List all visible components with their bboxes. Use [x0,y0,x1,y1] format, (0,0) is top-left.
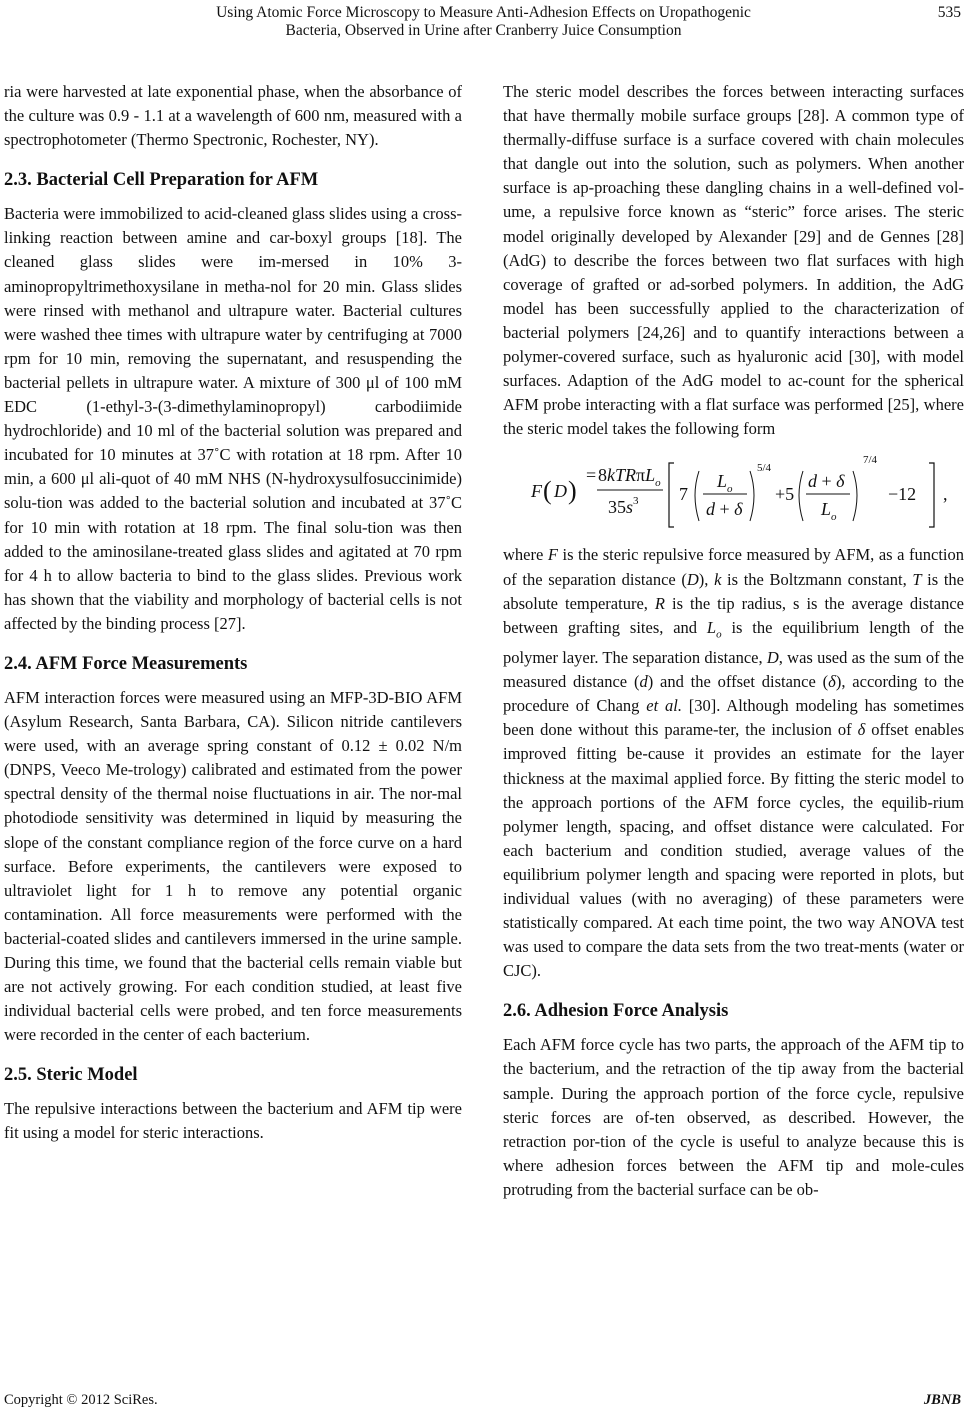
eq-exponent-5-4: 5/4 [757,462,772,475]
eq-lhs-F: F [531,481,542,502]
svg-text:7: 7 [679,484,688,505]
left-column [4,80,462,1146]
svg-text:Lo: $L_o$ [717,471,733,496]
svg-text:): ) [568,476,577,506]
copyright-notice: Copyright © 2012 SciRes. [4,1392,158,1408]
journal-abbreviation: JBNB [923,1392,961,1408]
paragraph: AFM interaction forces were measured using an MFP-3D-BIO AFM (Asylum Research, Santa Barbara, CA). Silicon nitride cantilevers were used, with an average spring constant of 0.12 ± 0.02 N/m (DNPS, Veeco Me-trology) calibrated and estimated from the power spectral density of the thermal noise fluctuations in air. The nor-mal photodiode sensitivity was determined in liquid by measuring the slope of the constant compliance region of the force curve on a hard surface. Before experiments, the cantilevers were exposed to ultraviolet light for 1 h to remove any potential organic contamination. All force measurements were performed with the bacterial-coated slides and cantilevers immersed in the urine sample. During this time, we found that the bacterial cells remain viable but are not actively growing. For each condition studied, at least five individual bacterial cells were probed, and ten force measurements were recorded in the center of each bacterium. [4,687,462,1045]
right-column [503,80,964,1202]
section-heading-2-3: 2.3. Bacterial Cell Preparation for AFM [4,170,319,191]
paragraph: ria were harvested at late exponential phase, when the absorbance of the culture was 0.9 - 1.1 at a wavelength of 600 nm, measured with a spectrophotometer (Thermo Spectronic, Rochester, NY). [4,82,462,150]
svg-text:−12: −12 [888,484,917,505]
running-title-line2: Bacteria, Observed in Urine after Cranberry Juice Consumption [285,22,682,39]
eq-exponent-7-4: 7/4 [863,454,878,467]
paragraph: Each AFM force cycle has two parts, the approach of the AFM tip to the bacterium, and the retraction of the tip away from the bacterial sample. During the approach portion of the force cycle, repulsive steric forces are of-ten observed, as described. However, the retraction por-tion of the cycle is useful to analyze because this is where adhesion forces between the AFM tip and mole-cules protruding from the bacterial surface can be ob- [503,1035,964,1199]
svg-text:+5: +5 [775,484,795,505]
svg-text:,: , [943,484,948,505]
running-title-line1: Using Atomic Force Microscopy to Measure Anti-Adhesion Effects on Uropathogenic [216,4,751,21]
section-heading-2-5: 2.5. Steric Model [4,1065,138,1086]
svg-text:(: ( [543,476,552,506]
svg-text:d + δ: d + δ [808,471,845,492]
eq-numerator: 8kTRπL$_o$ [598,465,661,490]
page-header [0,0,967,50]
paragraph: The steric model describes the forces between interacting surfaces that have thermally mobile surface groups [28]. A common type of thermally-diffuse surface is a surface covered with chain molecules that dangle out into the solution, such as polymers. When another surface is ap-proaching these dangling chains in a well-defined vol-ume, a repulsive force known as “steric” force arises. The steric model originally developed by Alexander [29] and de Gennes [28] (AdG) to describe the forces between two flat surfaces with high coverage of grafted or ad-sorbed polymers. In addition, the AdG model has been successfully applied to the characterization of bacterial polymers [24,26] and to quantify interactions between a polymer-covered surface, such as hyaluronic acid [30], with model surfaces. Adaption of the AdG model to ac-count for the spherical AFM probe interacting with a flat surface was performed [25], where the steric model takes the following form [503,82,964,439]
equation-graphic [503,449,964,533]
paragraph-variables: where F is the steric repulsive force measured by AFM, as a function of the separation distance (D), k is the Boltzmann constant, T is the absolute temperature, R is the tip radius, s is the average distance between grafting sites, and $L_o$ is the equilibrium length of the polymer layer. The separation distance, D, was used as the sum of the measured distance (d) and the offset distance (δ), according to the procedure of Chang et al. [30]. Although modeling has sometimes been done without this parame-ter, the inclusion of δ offset enables improved fitting be-cause it provides an estimate for the layer thickness at the maximal applied force. By fitting the steric model to the approach portions of the AFM force cycles, the equilib-rium polymer length, spacing, and offset distance were calculated. For each bacterium and condition studied, average values of the equilibrium polymer length and spacing were reported in plots, but individual values (with no averaging) of these parameters were statistically compared. At each time point, the two way ANOVA test was used to compare the data sets from the two treat-ments (water or CJC). [503,545,965,981]
page-number: 535 [937,4,961,21]
section-heading-2-6: 2.6. Adhesion Force Analysis [503,1001,729,1022]
svg-text:Lo: $L_o$ [821,499,837,524]
running-title [100,4,867,40]
svg-text:D: D [554,481,567,502]
paragraph: The repulsive interactions between the bacterium and AFM tip were fit using a model for steric interactions. [4,1099,462,1143]
steric-model-equation [503,449,964,533]
svg-text:=: = [586,465,597,486]
section-heading-2-4: 2.4. AFM Force Measurements [4,653,248,674]
paragraph: Bacteria were immobilized to acid-cleaned glass slides using a cross-linking reaction between amine and car-boxyl groups [18]. The cleaned glass slides were im-mersed in 10% 3-aminopropyltrimethoxysilane in metha-nol for 20 min. Glass slides were rinsed with methanol and ultrapure water. Bacterial cultures were washed thee times with ultrapure water by centrifuging at 7000 rpm for 10 min, removing the supernatant, and resuspending the bacterial pellets in ultrapure water. A mixture of 300 μl of 100 mM EDC (1-ethyl-3-(3-dimethylaminopropyl) carbodiimide hydrochloride) and 10 ml of the bacterial solution was prepared and incubated for 10 minutes at 37˚C with rotation at 18 rpm. After 10 min, a 600 μl ali-quot of 40 mM NHS (N-hydroxysulfosuccinimide) solu-tion was added to the bacterial solution and incubated at 37˚C for 10 min with rotation at 18 rpm. The final solu-tion was then added to the aminosilane-treated glass slides and agitated at 70 rpm for 4 h to allow bacteria to bind to the glass slides. Previous work has shown that the viability and morphology of bacterial cells is not affected by the binding process [27]. [4,204,462,633]
svg-text:d + δ: d + δ [706,499,743,520]
eq-denominator: $35s^3$ [608,495,639,518]
